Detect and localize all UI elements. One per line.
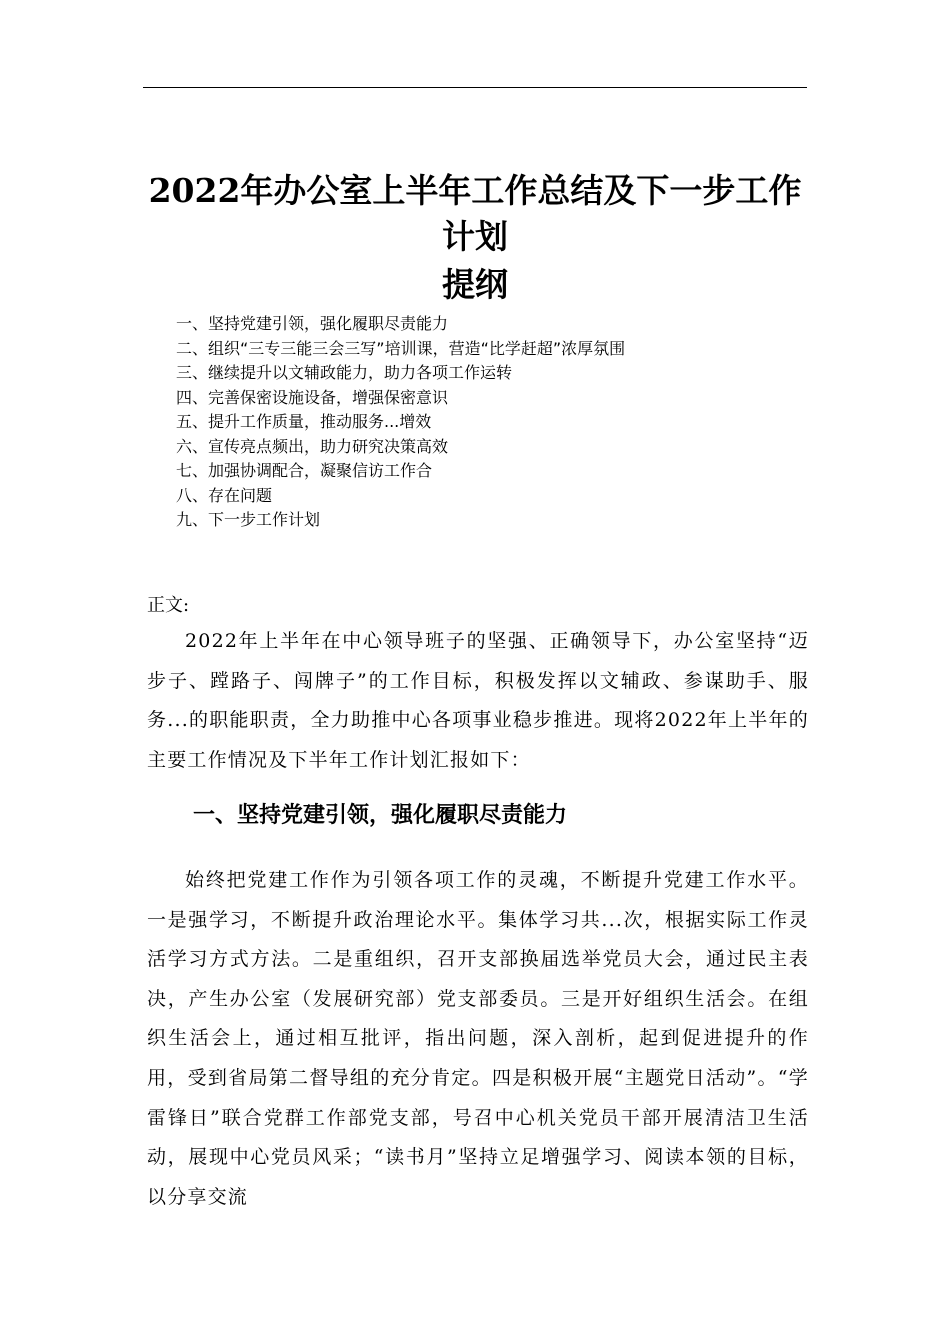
outline-item: 一、坚持党建引领，强化履职尽责能力: [176, 314, 449, 333]
document-title: 2022年办公室上半年工作总结及下一步工作计划: [148, 171, 802, 256]
header-rule: [143, 87, 807, 88]
body-label: 正文:: [147, 595, 190, 616]
outline-heading: 提纲: [442, 265, 508, 304]
outline-list: [176, 312, 796, 533]
section-heading: 一、坚持党建引领，强化履职尽责能力: [193, 803, 568, 828]
outline-item: 二、组织“三专三能三会三写”培训课，营造“比学赶超”浓厚氛围: [176, 338, 626, 358]
outline-item: 五、提升工作质量，推动服务...增效: [176, 412, 432, 431]
outline-item: 四、完善保密设施设备，增强保密意识: [176, 387, 449, 407]
section-paragraph: 始终把党建工作作为引领各项工作的灵魂，不断提升党建工作水平。一是强学习，不断提升政治理论水平。集体学习共...次，根据实际工作灵活学习方式方法。二是重组织，召开支部换届选举党员大会，通过民主表决，产生办公室（发展研究部）党支部委员。三是开好组织生活会。在组织生活会上，通过相互批评，指出问题，深入剖析，起到促进提升的作用，受到省局第二督导组的充分肯定。四是积极开展“主题党日活动”。“学雷锋日”联合党群工作部党支部，号召中心机关党员干部开展清洁卫生活动，展现中心党员风采；“读书月”坚持立足增强学习、阅读本领的目标，以分享交流: [147, 869, 809, 1208]
outline-item: 八、存在问题: [176, 485, 273, 505]
outline-item: 三、继续提升以文辅政能力，助力各项工作运转: [176, 363, 513, 382]
intro-paragraph: 2022年上半年在中心领导班子的坚强、正确领导下，办公室坚持“迈步子、蹚路子、闯牌子”的工作目标，积极发挥以文辅政、参谋助手、服务...的职能职责，全力助推中心各项事业稳步推进。现将2022年上半年的主要工作情况及下半年工作计划汇报如下：: [147, 630, 809, 771]
outline-item: 七、加强协调配合，凝聚信访工作合: [176, 461, 433, 480]
outline-item: 九、下一步工作计划: [176, 510, 321, 529]
outline-item: 六、宣传亮点频出，助力研究决策高效: [176, 436, 449, 456]
